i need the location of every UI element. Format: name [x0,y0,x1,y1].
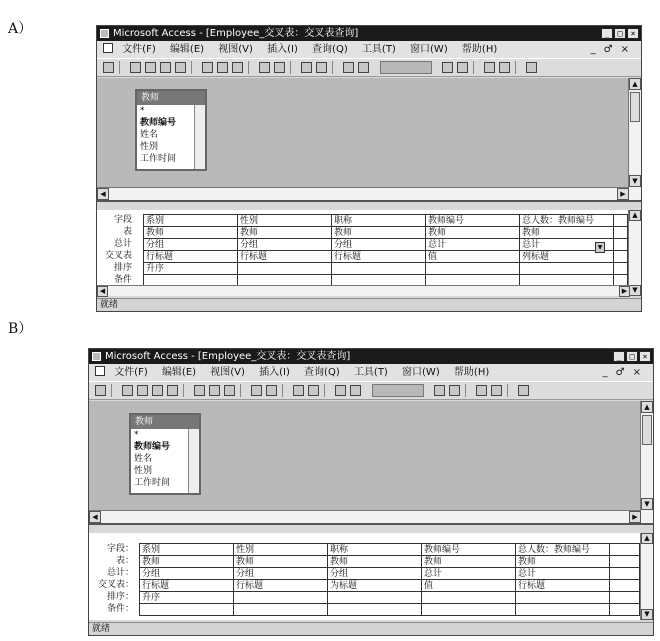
cell[interactable]: 分组 [332,239,426,251]
field-list-teacher[interactable] [135,89,207,171]
toolbar [97,58,641,77]
row-label-table: 表： [115,556,134,566]
design-grid [89,533,653,620]
cell[interactable]: 系别 [140,544,234,556]
menu-edit[interactable]: 编辑(E) [161,367,197,378]
cell[interactable]: 行标题 [516,580,610,592]
totals-button[interactable] [358,62,369,73]
grid-vertical-scrollbar[interactable] [640,533,653,620]
restore-button[interactable]: □ [626,351,638,362]
cell[interactable]: 总计 [516,568,610,580]
field-list-scrollbar[interactable] [194,105,205,169]
cell[interactable]: 分组 [140,568,234,580]
menu-query[interactable]: 查询(Q) [304,367,340,378]
database-window-button[interactable] [484,62,495,73]
option-b-label: B） [8,321,33,337]
help-button[interactable] [526,62,537,73]
cell[interactable]: 总人数：教师编号 [516,544,610,556]
mdi-minimize-button[interactable]: _ [590,44,604,55]
cell[interactable]: 升序 [144,263,238,275]
grid-row-total [144,239,628,251]
top-values-combo[interactable] [372,384,424,397]
build-button[interactable] [449,385,460,396]
view-button[interactable] [103,62,114,73]
document-icon[interactable] [103,43,113,53]
menu-view[interactable]: 视图(V) [210,367,245,378]
cell[interactable]: 行标题 [234,580,328,592]
menu-file[interactable]: 文件(F) [114,367,148,378]
menu-view[interactable]: 视图(V) [218,44,253,55]
toolbar-separator [332,61,333,74]
menu-insert[interactable]: 插入(I) [267,44,298,55]
field-teacher-id[interactable]: 教师编号 [140,118,177,128]
grid-row-crosstab [140,580,640,592]
copy-button[interactable] [217,62,228,73]
toolbar-separator [119,61,120,74]
top-values-combo[interactable] [380,61,432,74]
grid-row-criteria [140,604,640,616]
menu-window[interactable]: 窗口(W) [402,367,440,378]
mdi-controls[interactable] [603,364,649,381]
title-bar [97,26,641,41]
show-table-button[interactable] [335,385,346,396]
cell-empty[interactable] [610,544,640,556]
toolbar-separator [473,61,474,74]
cut-button[interactable] [202,62,213,73]
cell[interactable]: 总计 [426,239,520,251]
redo-button[interactable] [274,62,285,73]
horizontal-scrollbar[interactable] [97,187,629,200]
vertical-scrollbar[interactable] [640,401,653,523]
grid-horizontal-scrollbar[interactable] [97,285,630,296]
grid-row-total [140,568,640,580]
window-title: Microsoft Access - [Employee_交叉表：交叉表查询] [105,351,351,362]
mdi-controls[interactable] [591,41,637,58]
view-button[interactable] [95,385,106,396]
undo-button[interactable] [251,385,262,396]
paste-button[interactable] [232,62,243,73]
run-button[interactable] [316,62,327,73]
cell[interactable]: 性别 [234,544,328,556]
cell[interactable]: 分组 [238,239,332,251]
cell[interactable]: 分组 [144,239,238,251]
menu-tools[interactable]: 工具(T) [353,367,388,378]
field-all[interactable]: * [140,106,145,116]
access-window-b [88,348,654,636]
scroll-up-arrow[interactable]: ▲ [629,210,641,221]
mdi-close-button[interactable]: × [620,44,637,55]
redo-button[interactable] [266,385,277,396]
restore-button[interactable]: □ [614,28,626,39]
scroll-up-arrow[interactable]: ▲ [629,78,641,90]
scroll-right-arrow[interactable]: ▶ [629,511,641,523]
grid-row-sort [140,592,640,604]
cell[interactable] [328,592,422,604]
field-list-title[interactable]: 教师 [137,91,205,105]
menu-bar [89,364,653,381]
cell[interactable]: 分组 [234,568,328,580]
mdi-minimize-button[interactable]: _ [602,367,616,378]
table-pane [89,401,653,525]
status-bar: 就绪 [89,622,653,635]
cell[interactable] [234,592,328,604]
scroll-down-arrow[interactable]: ▼ [629,285,641,296]
grid-row-table [144,227,628,239]
cell[interactable]: 系别 [144,215,238,227]
cell[interactable]: 值 [426,251,520,263]
show-table-button[interactable] [343,62,354,73]
minimize-button[interactable]: _ [613,351,625,362]
menu-window[interactable]: 窗口(W) [410,44,448,55]
paste-button[interactable] [224,385,235,396]
cell[interactable]: 值 [422,580,516,592]
horizontal-scrollbar[interactable] [89,510,641,523]
cell[interactable]: 为标题 [328,580,422,592]
title-bar [89,349,653,364]
cell[interactable]: 行标题 [144,251,238,263]
toolbar-separator [248,61,249,74]
cell[interactable]: 教师 [144,227,238,239]
scroll-down-arrow[interactable]: ▼ [641,498,653,510]
field-work-time[interactable]: 工作时间 [140,154,177,164]
save-button[interactable] [130,62,141,73]
cut-button[interactable] [194,385,205,396]
field-gender[interactable]: 性别 [140,142,159,152]
print-button[interactable] [137,385,148,396]
cell[interactable]: 教师 [332,227,426,239]
menu-insert[interactable]: 插入(I) [259,367,290,378]
minimize-button[interactable]: _ [601,28,613,39]
build-button[interactable] [457,62,468,73]
cell[interactable]: 行标题 [332,251,426,263]
mdi-close-button[interactable]: × [632,367,649,378]
design-grid [97,210,641,296]
row-label-criteria: 条件 [113,275,132,285]
cell[interactable]: 教师 [520,227,614,239]
field-list-teacher[interactable] [129,413,201,495]
cell[interactable] [422,604,516,616]
preview-button[interactable] [160,62,171,73]
row-label-crosstab: 交叉表 [104,251,132,261]
toolbar-separator [183,384,184,397]
cell[interactable] [422,592,516,604]
table-pane [97,78,641,202]
cell[interactable] [332,263,426,275]
status-bar: 就绪 [97,298,641,311]
cell[interactable]: 职称 [328,544,422,556]
field-teacher-id[interactable]: 教师编号 [134,442,171,452]
grid-row-labels [89,543,137,615]
row-label-sort: 排序 [113,263,132,273]
cell[interactable] [238,263,332,275]
access-window-a [96,25,642,312]
row-label-crosstab: 交叉表： [97,580,134,590]
toolbar-separator [515,61,516,74]
spelling-button[interactable] [175,62,186,73]
grid-row-field [140,544,640,556]
row-label-field: 字段 [113,215,132,225]
cell[interactable]: 教师 [238,227,332,239]
menu-edit[interactable]: 编辑(E) [169,44,205,55]
menu-file[interactable]: 文件(F) [122,44,156,55]
toolbar-separator [507,384,508,397]
window-title: Microsoft Access - [Employee_交叉表：交叉表查询] [113,28,359,39]
undo-button[interactable] [259,62,270,73]
toolbar-separator [240,384,241,397]
mdi-restore-button[interactable]: ♂ [603,44,621,55]
row-label-sort: 排序： [106,592,134,602]
row-label-criteria: 条件： [106,604,134,614]
cell-empty[interactable] [610,592,640,604]
scroll-right-arrow[interactable]: ▶ [619,286,630,297]
toolbar-separator [111,384,112,397]
field-work-time[interactable]: 工作时间 [134,478,171,488]
field-gender[interactable]: 性别 [134,466,153,476]
cell-empty[interactable] [610,604,640,616]
cell[interactable]: 教师 [328,556,422,568]
toolbar-separator [290,61,291,74]
menu-help[interactable]: 帮助(H) [453,367,490,378]
cell-empty[interactable] [610,568,640,580]
row-label-total: 总计 [113,239,132,249]
field-name[interactable]: 姓名 [134,454,153,464]
new-object-button[interactable] [491,385,502,396]
scroll-right-arrow[interactable]: ▶ [617,188,629,200]
cell[interactable] [140,604,234,616]
menu-help[interactable]: 帮助(H) [461,44,498,55]
scroll-thumb[interactable] [642,415,652,445]
toolbar-separator [465,384,466,397]
query-grid [143,214,628,287]
scroll-thumb[interactable] [630,92,640,122]
copy-button[interactable] [209,385,220,396]
toolbar [89,381,653,400]
cell[interactable] [520,263,614,275]
toolbar-separator [191,61,192,74]
menu-bar [97,41,641,58]
access-app-icon [92,352,101,361]
cell[interactable]: 教师 [140,556,234,568]
scroll-up-arrow[interactable]: ▲ [641,533,653,544]
scroll-down-arrow[interactable]: ▼ [641,609,653,620]
cell[interactable]: 教师编号 [426,215,520,227]
cell[interactable] [426,263,520,275]
totals-button[interactable] [350,385,361,396]
help-button[interactable] [518,385,529,396]
cell-empty[interactable] [610,556,640,568]
properties-button[interactable] [442,62,453,73]
cell[interactable]: 教师 [426,227,520,239]
scroll-left-arrow[interactable]: ◀ [89,511,101,523]
query-grid [139,543,640,616]
cell-empty[interactable] [614,239,628,251]
cell[interactable]: 教师 [516,556,610,568]
close-button[interactable]: × [639,351,651,362]
properties-button[interactable] [434,385,445,396]
preview-button[interactable] [152,385,163,396]
option-a-label: A） [8,21,33,37]
grid-row-labels [97,214,135,286]
run-button[interactable] [308,385,319,396]
menu-tools[interactable]: 工具(T) [361,44,396,55]
cell[interactable]: 总人数：教师编号 [520,215,614,227]
query-type-button[interactable] [293,385,304,396]
scroll-left-arrow[interactable]: ◀ [97,286,108,297]
cell[interactable]: 总计 [422,568,516,580]
document-icon[interactable] [95,366,105,376]
cell-empty[interactable] [614,263,628,275]
vertical-scrollbar[interactable] [628,78,641,200]
menu-query[interactable]: 查询(Q) [312,44,348,55]
cell-empty[interactable] [610,580,640,592]
cell[interactable]: 教师 [234,556,328,568]
access-app-icon [100,29,109,38]
new-object-button[interactable] [499,62,510,73]
cell[interactable]: 教师编号 [422,544,516,556]
field-all[interactable]: * [134,430,139,440]
cell[interactable]: 行标题 [140,580,234,592]
print-button[interactable] [145,62,156,73]
cell[interactable]: 职称 [332,215,426,227]
grid-row-crosstab [144,251,628,263]
cell[interactable]: 性别 [238,215,332,227]
row-label-total: 总计： [106,568,134,578]
cell[interactable]: 升序 [140,592,234,604]
cell[interactable] [516,604,610,616]
cell[interactable] [234,604,328,616]
cell-empty[interactable] [614,227,628,239]
cell[interactable]: 列标题 [520,251,614,263]
database-window-button[interactable] [476,385,487,396]
spelling-button[interactable] [167,385,178,396]
toolbar-separator [282,384,283,397]
cell[interactable]: 教师 [422,556,516,568]
field-list-scrollbar[interactable] [188,429,199,493]
total-dropdown-button[interactable]: ▼ [595,242,605,253]
close-button[interactable]: × [627,28,639,39]
field-name[interactable]: 姓名 [140,130,159,140]
grid-vertical-scrollbar[interactable] [628,210,641,296]
cell[interactable] [516,592,610,604]
query-type-button[interactable] [301,62,312,73]
grid-row-field [144,215,628,227]
row-label-field: 字段： [106,544,134,554]
scroll-down-arrow[interactable]: ▼ [629,175,641,187]
save-button[interactable] [122,385,133,396]
row-label-table: 表 [122,227,132,237]
grid-row-sort [144,263,628,275]
cell-empty[interactable] [614,215,628,227]
scroll-left-arrow[interactable]: ◀ [97,188,109,200]
field-list-title[interactable]: 教师 [131,415,199,429]
cell[interactable]: 分组 [328,568,422,580]
scroll-up-arrow[interactable]: ▲ [641,401,653,413]
mdi-restore-button[interactable]: ♂ [615,367,633,378]
toolbar-separator [324,384,325,397]
grid-row-table [140,556,640,568]
cell[interactable]: 总计 [520,239,614,251]
cell-empty[interactable] [614,251,628,263]
cell[interactable] [328,604,422,616]
cell[interactable]: 行标题 [238,251,332,263]
